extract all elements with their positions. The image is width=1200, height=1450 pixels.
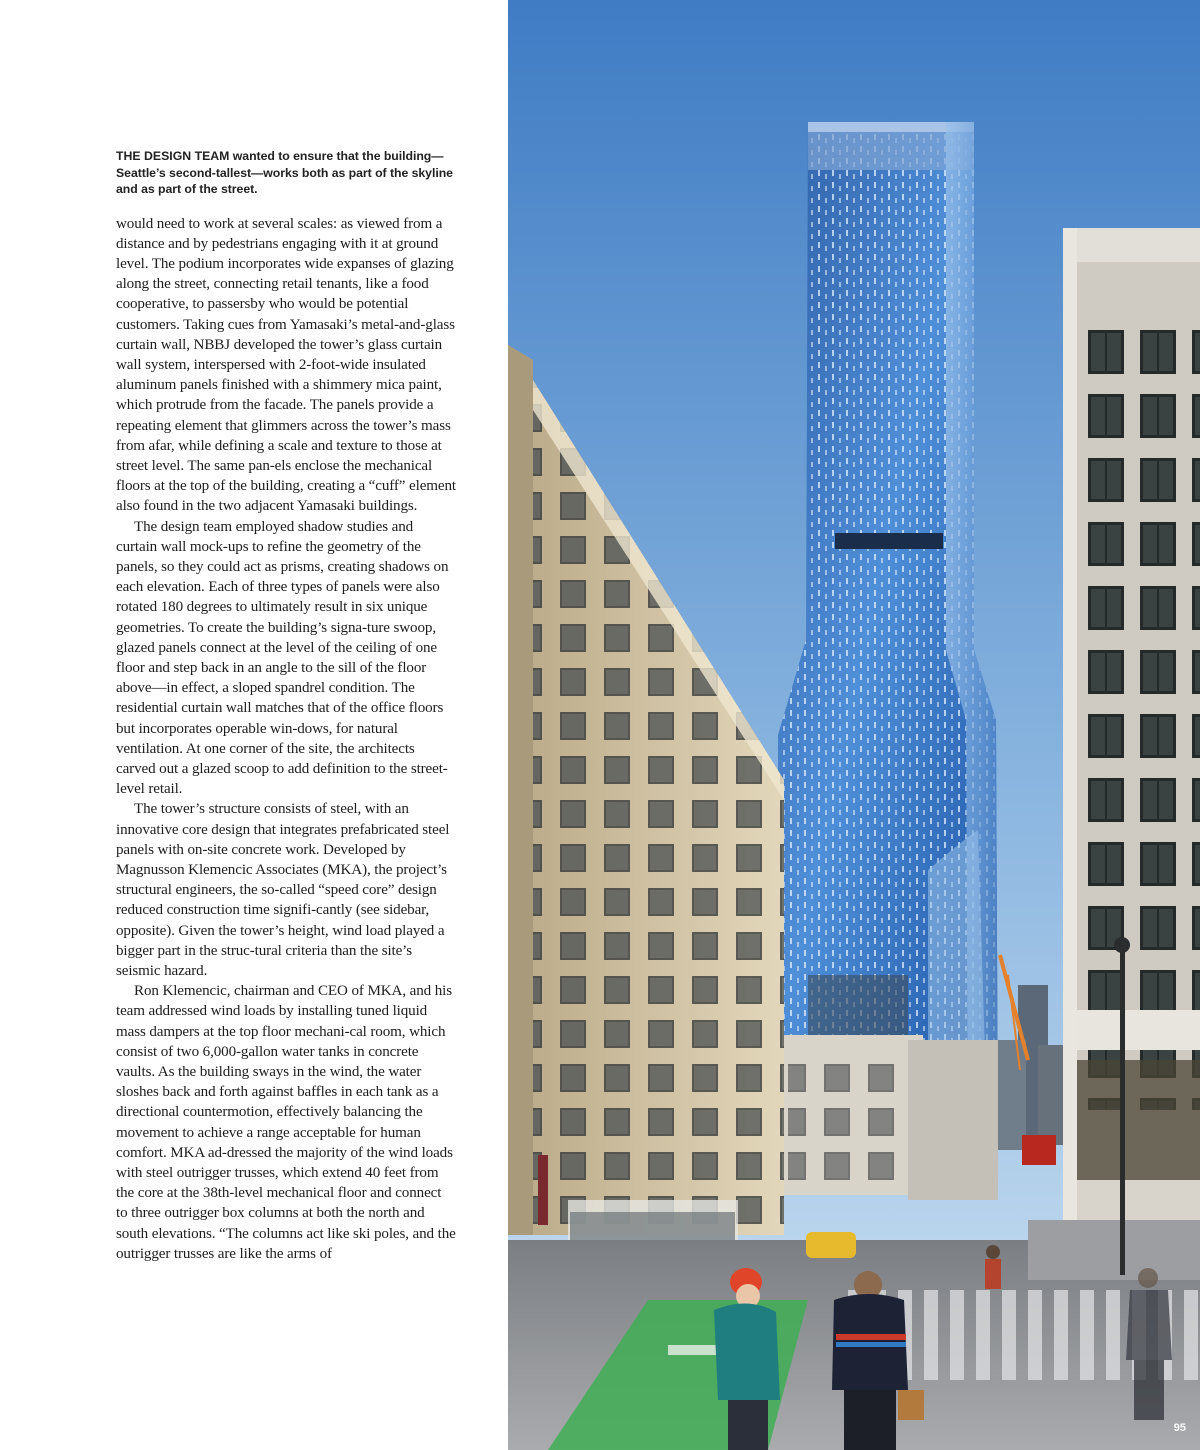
- body-paragraph: would need to work at several scales: as viewed from a distance and by pedestrians engaging with it at ground level. The podium incorporates wide expanses of glazing along the street, connecting retail tenants, like a food cooperative, to passersby who would be potential customers. Taking cues from Yamasaki’s metal-and-glass curtain wall, NBBJ developed the tower’s glass curtain wall system, interspersed with 2-foot-wide insulated aluminum panels finished with a shimmery mica paint, which protrude from the facade. The panels provide a repeating element that glimmers across the tower’s mass from afar, while defining a scale and texture to those at street level. The same pan-els enclose the mechanical floors at the top of the building, creating a “cuff” element also found in the two adjacent Yamasaki buildings.: [116, 215, 456, 515]
- street-lamp: [1120, 945, 1125, 1275]
- pedestrian-distant: [985, 1245, 1001, 1289]
- mechanical-floor-band: [835, 533, 943, 549]
- page-number: 95: [1173, 1422, 1186, 1434]
- caption-text: wanted to ensure that the building—Seattle’s second-tallest—works both as part of the skyline and as part of the street.: [116, 149, 453, 196]
- street-sign: [1022, 1135, 1056, 1165]
- taxi: [806, 1232, 856, 1258]
- photo-caption: [116, 148, 456, 198]
- caption-lead: THE DESIGN TEAM: [116, 149, 230, 163]
- tower-photograph: [508, 0, 1200, 1450]
- body-paragraph: The design team employed shadow studies and curtain wall mock-ups to refine the geometry of the panels, so they could act as prisms, creating shadows on each elevation. Each of three types of panels were also rotated 180 degrees to ultimately result in six unique geometries. To create the building’s signa-ture swoop, glazed panels connect at the level of the ceiling of one floor and step back in an angle to the sill of the floor above—in effect, a sloped spandrel condition. The residential curtain wall matches that of the office floors but incorporates operable win-dows, for natural ventilation. At one corner of the site, the architects carved out a glazed scoop to add definition to the street-level retail.: [116, 518, 449, 798]
- body-paragraph: The tower’s structure consists of steel, with an innovative core design that integrates prefabricated steel panels with on-site concrete work. Developed by Magnusson Klemencic Associates (MKA), the project’s structural engineers, the so-called “speed core” design reduced construction time signifi-cantly (see sidebar, opposite). Given the tower’s height, wind load played a bigger part in the struc-tural criteria than the site’s seismic hazard.: [116, 801, 450, 980]
- article-column: [116, 148, 456, 1264]
- article-body: [116, 214, 456, 1265]
- body-paragraph: Ron Klemencic, chairman and CEO of MKA, and his team addressed wind loads by installing tuned liquid mass dampers at the top floor mechani-cal room, which consist of two 6,000-gallon water tanks in concrete vaults. As the building sways in the wind, the water sloshes back and forth against baffles in each tank as a directional countermotion, effectively balancing the movement to achieve a range acceptable for human comfort. MKA ad-dressed the majority of the wind loads with steel outrigger trusses, which extend 40 feet from the core at the 38th-level mechanical floor and connect to three outrigger box columns at both the north and south elevations. “The columns act like ski poles, and the outrigger trusses are like the arms of: [116, 983, 456, 1262]
- street-scene-illustration: [508, 0, 1200, 1450]
